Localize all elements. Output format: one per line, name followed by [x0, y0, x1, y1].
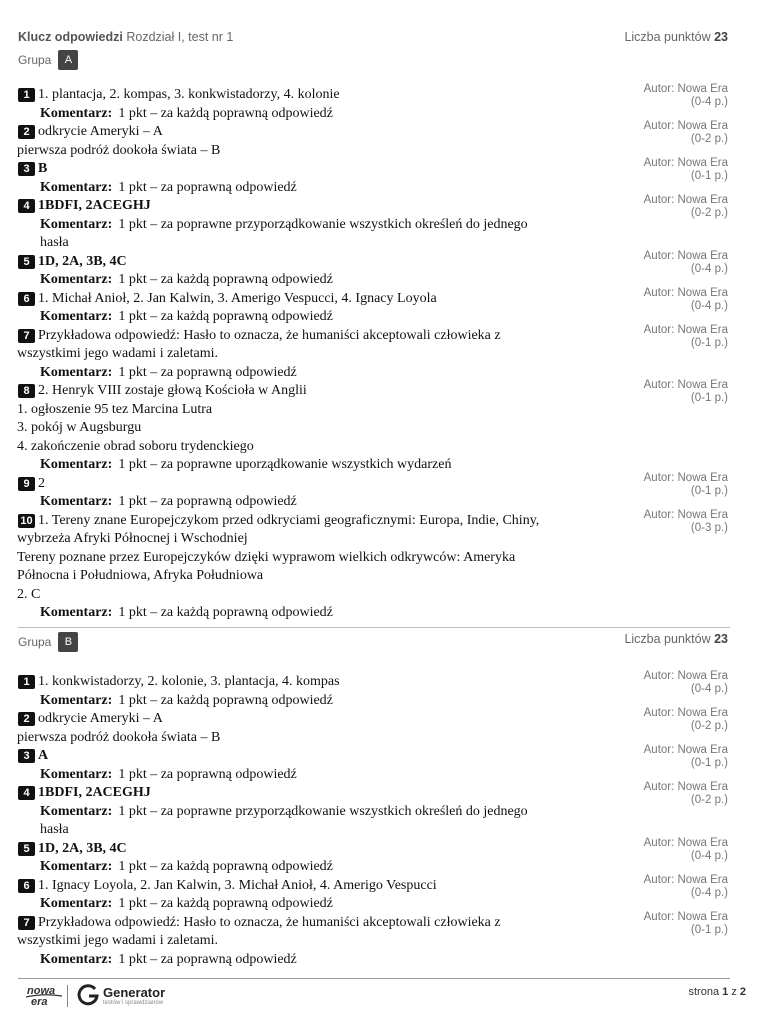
answer-text	[38, 160, 623, 179]
footer-divider	[18, 978, 730, 979]
question-number-badge: 5	[18, 255, 35, 269]
answer-comment	[18, 604, 728, 623]
comment-line	[40, 858, 728, 877]
answer-comment	[18, 271, 728, 290]
answer-comment	[18, 895, 728, 914]
generator-g-icon	[76, 983, 100, 1007]
answer-meta	[644, 324, 728, 350]
author-label: Autor: Nowa Era	[643, 744, 728, 756]
answer-item	[18, 873, 728, 914]
points-total-b	[624, 632, 728, 646]
answer-comment	[18, 179, 728, 198]
group-divider	[18, 627, 730, 628]
page-indicator	[688, 986, 746, 998]
comment-label: Komentarz:	[40, 494, 113, 509]
comment-text: 1 pkt – za każdą poprawną odpowiedź	[118, 896, 333, 911]
title-bold: Klucz odpowiedzi	[18, 30, 123, 44]
answer-line: wszystkimi jego wadami i zaletami.	[17, 933, 219, 948]
comment-line	[40, 234, 728, 253]
answer-comment	[18, 493, 728, 512]
page-number: 1	[722, 986, 729, 998]
comment-label: Komentarz:	[40, 272, 113, 287]
answer-text	[17, 914, 623, 951]
answer-row	[18, 914, 728, 951]
author-label: Autor: Nowa Era	[643, 157, 728, 169]
points-label: Liczba punktów	[624, 632, 711, 646]
comment-text: 1 pkt – za każdą poprawną odpowiedź	[118, 859, 333, 874]
score-range: (0-4 p.)	[690, 299, 728, 312]
comment-line	[40, 308, 728, 327]
comment-text: 1 pkt – za poprawną odpowiedź	[118, 951, 297, 967]
document-title	[18, 30, 233, 44]
comment-label: Komentarz:	[40, 309, 113, 324]
comment-line	[40, 604, 728, 623]
comment-line	[40, 493, 728, 512]
answer-line: pierwsza podróż dookoła świata – B	[17, 142, 221, 158]
comment-text: 1 pkt – za poprawną odpowiedź	[118, 179, 297, 195]
comment-line	[40, 105, 728, 124]
comment-label: Komentarz:	[40, 605, 113, 620]
answer-row	[18, 290, 728, 309]
question-number-badge: 8	[18, 384, 35, 398]
answer-line: 3. pokój w Augsburgu	[17, 420, 142, 435]
answer-comment	[18, 951, 728, 970]
comment-line	[40, 179, 728, 198]
answer-row	[18, 784, 728, 803]
author-label: Autor: Nowa Era	[643, 83, 728, 95]
answer-item	[18, 744, 728, 784]
author-label: Autor: Nowa Era	[643, 781, 728, 793]
question-number-badge: 3	[18, 749, 35, 763]
answer-text	[38, 253, 623, 272]
score-range: (0-2 p.)	[690, 794, 728, 806]
score-range: (0-4 p.)	[690, 96, 728, 108]
answer-row	[18, 160, 728, 179]
group-b-answers	[17, 670, 728, 969]
answer-line: Tereny poznane przez Europejczyków dzięki wyprawom wielkich odkrywców: Ameryka	[17, 549, 516, 565]
author-label: Autor: Nowa Era	[643, 707, 728, 719]
points-value: 23	[714, 30, 728, 44]
comment-label: Komentarz:	[40, 457, 113, 472]
answer-text	[38, 840, 623, 859]
answer-text	[17, 382, 623, 456]
score-range: (0-1 p.)	[690, 336, 728, 349]
footer-logo-divider	[67, 985, 68, 1007]
question-number-badge: 1	[18, 88, 35, 102]
answer-line: 1D, 2A, 3B, 4C	[38, 253, 127, 269]
answer-row	[18, 197, 728, 216]
comment-line	[40, 766, 728, 785]
author-label: Autor: Nowa Era	[643, 508, 728, 521]
group-a-badge: A	[58, 50, 78, 70]
points-label: Liczba punktów	[624, 30, 711, 44]
group-a-header	[18, 49, 78, 71]
points-total-a	[624, 30, 728, 44]
answer-row	[18, 86, 728, 105]
answer-meta	[644, 781, 728, 807]
answer-comment	[18, 308, 728, 327]
comment-text: 1 pkt – za poprawną odpowiedź	[118, 766, 297, 782]
author-label: Autor: Nowa Era	[643, 323, 728, 336]
nowa-era-logo	[24, 983, 64, 1009]
logo-ne-top: nowa	[27, 985, 56, 997]
question-number-badge: 4	[18, 199, 35, 213]
answer-row	[18, 475, 728, 494]
comment-label: Komentarz:	[40, 766, 113, 782]
answer-line: 4. zakończenie obrad soboru trydenckiego	[17, 438, 254, 454]
answer-meta	[644, 287, 728, 313]
comment-text: 1 pkt – za poprawną odpowiedź	[118, 364, 297, 380]
group-label: Grupa	[18, 53, 52, 67]
answer-meta	[644, 509, 728, 535]
score-range: (0-2 p.)	[690, 720, 728, 732]
answer-text	[17, 710, 623, 747]
score-range: (0-3 p.)	[690, 521, 728, 534]
question-number-badge: 10	[18, 514, 35, 528]
answer-text	[38, 86, 623, 105]
author-label: Autor: Nowa Era	[643, 120, 728, 132]
answer-text	[38, 673, 623, 692]
answer-item	[17, 120, 728, 160]
answer-meta	[644, 157, 728, 183]
answer-line: 1BDFI, 2ACEGHJ	[38, 785, 151, 800]
comment-text: 1 pkt – za każdą poprawną odpowiedź	[118, 272, 333, 287]
answer-line: odkrycie Ameryki – A	[38, 711, 163, 726]
score-range: (0-1 p.)	[690, 484, 728, 497]
answer-comment	[18, 803, 728, 840]
answer-text	[38, 197, 623, 216]
score-range: (0-1 p.)	[690, 170, 728, 182]
answer-meta	[644, 194, 728, 220]
answer-meta	[644, 472, 728, 498]
answer-item	[17, 379, 728, 475]
comment-line	[40, 216, 728, 235]
answer-meta	[644, 837, 728, 863]
comment-text: 1 pkt – za każdą poprawną odpowiedź	[118, 605, 333, 620]
answer-line: wybrzeża Afryki Północnej i Wschodniej	[17, 531, 248, 546]
comment-text: hasła	[40, 822, 69, 837]
answer-line: 2. C	[17, 586, 41, 602]
question-number-badge: 7	[18, 329, 35, 343]
answer-item	[18, 286, 728, 327]
author-label: Autor: Nowa Era	[643, 379, 728, 391]
answer-comment	[18, 456, 728, 475]
score-range: (0-2 p.)	[690, 133, 728, 145]
answer-text	[17, 123, 623, 160]
author-label: Autor: Nowa Era	[643, 471, 728, 484]
author-label: Autor: Nowa Era	[643, 194, 728, 206]
comment-text: 1 pkt – za poprawne przyporządkowanie wszystkich określeń do jednego	[118, 803, 528, 819]
generator-logo	[76, 983, 166, 1012]
answer-meta	[644, 707, 728, 733]
answer-line: 1. Tereny znane Europejczykom przed odkryciami geograficznymi: Europa, Indie, Chiny,	[38, 512, 540, 528]
group-b-header	[18, 631, 78, 653]
comment-label: Komentarz:	[40, 896, 113, 911]
answer-comment	[18, 364, 728, 383]
answer-text	[38, 475, 623, 494]
answer-line: Przykładowa odpowiedź: Hasło to oznacza, że humaniści akceptowali człowieka z	[38, 327, 501, 343]
comment-line	[40, 803, 728, 822]
answer-line: odkrycie Ameryki – A	[38, 124, 163, 139]
question-number-badge: 4	[18, 786, 35, 800]
answer-meta	[644, 120, 728, 146]
answer-item	[18, 670, 728, 710]
score-range: (0-4 p.)	[690, 683, 728, 695]
answer-item	[17, 707, 728, 747]
answer-line: 1. konkwistadorzy, 2. kolonie, 3. plantacja, 4. kompas	[38, 674, 340, 689]
author-label: Autor: Nowa Era	[643, 249, 728, 262]
answer-meta	[644, 379, 728, 405]
answer-line: pierwsza podróż dookoła świata – B	[17, 729, 221, 745]
comment-line	[40, 456, 728, 475]
answer-row	[18, 747, 728, 766]
answer-line: 1. Ignacy Loyola, 2. Jan Kalwin, 3. Michał Anioł, 4. Amerigo Vespucci	[38, 877, 437, 893]
comment-line	[40, 364, 728, 383]
page-word: strona	[688, 986, 720, 998]
comment-label: Komentarz:	[40, 364, 113, 380]
answer-item	[18, 249, 728, 290]
question-number-badge: 6	[18, 292, 35, 306]
answer-row	[18, 673, 728, 692]
answer-text	[38, 877, 623, 896]
answer-text	[38, 784, 623, 803]
answer-row	[18, 327, 728, 364]
answer-meta	[644, 83, 728, 109]
comment-label: Komentarz:	[40, 105, 113, 121]
answer-comment	[18, 105, 728, 124]
comment-label: Komentarz:	[40, 179, 113, 195]
answer-line: 1. ogłoszenie 95 tez Marcina Lutra	[17, 401, 213, 417]
question-number-badge: 7	[18, 916, 35, 930]
answer-item	[18, 83, 728, 123]
answer-line: 1. plantacja, 2. kompas, 3. konkwistadorzy, 4. kolonie	[38, 87, 340, 102]
answer-line: 2	[38, 475, 45, 491]
answer-line: Przykładowa odpowiedź: Hasło to oznacza, że humaniści akceptowali człowieka z	[38, 914, 501, 930]
answer-line: Północna i Południowa, Afryka Południowa	[17, 568, 264, 583]
answer-line: A	[38, 748, 49, 763]
answer-line: 1BDFI, 2ACEGHJ	[38, 198, 151, 213]
answer-row	[18, 877, 728, 896]
page-total: 2	[739, 986, 746, 998]
score-range: (0-1 p.)	[690, 757, 728, 769]
answer-item	[18, 157, 728, 197]
answer-row	[18, 840, 728, 859]
answer-row	[18, 253, 728, 272]
answer-row	[18, 512, 728, 605]
answer-text	[17, 327, 623, 364]
score-range: (0-1 p.)	[690, 923, 728, 936]
page-header	[18, 30, 728, 46]
generator-name: Generator	[103, 985, 166, 1000]
comment-line	[40, 692, 728, 711]
answer-comment	[18, 216, 728, 253]
comment-line	[40, 821, 728, 840]
answer-item	[17, 323, 728, 383]
answer-line: wszystkimi jego wadami i zaletami.	[17, 346, 219, 361]
author-label: Autor: Nowa Era	[643, 286, 728, 299]
question-number-badge: 9	[18, 477, 35, 491]
page-of: z	[731, 986, 737, 998]
answer-meta	[644, 744, 728, 770]
comment-line	[40, 271, 728, 290]
answer-item	[18, 836, 728, 877]
answer-line: 1D, 2A, 3B, 4C	[38, 840, 127, 856]
answer-comment	[18, 766, 728, 785]
group-label: Grupa	[18, 635, 52, 649]
comment-text: 1 pkt – za każdą poprawną odpowiedź	[118, 105, 333, 121]
comment-text: 1 pkt – za poprawną odpowiedź	[118, 494, 297, 509]
answer-row	[18, 123, 728, 160]
comment-label: Komentarz:	[40, 216, 113, 232]
group-a-answers	[17, 83, 728, 623]
comment-text: 1 pkt – za każdą poprawną odpowiedź	[118, 692, 333, 708]
author-label: Autor: Nowa Era	[643, 670, 728, 682]
comment-line	[40, 951, 728, 970]
answer-meta	[644, 911, 728, 937]
comment-label: Komentarz:	[40, 803, 113, 819]
answer-comment	[18, 692, 728, 711]
comment-label: Komentarz:	[40, 692, 113, 708]
comment-text: 1 pkt – za poprawne uporządkowanie wszystkich wydarzeń	[118, 457, 452, 472]
question-number-badge: 2	[18, 712, 35, 726]
title-rest: Rozdział I, test nr 1	[126, 30, 234, 44]
question-number-badge: 1	[18, 675, 35, 689]
question-number-badge: 3	[18, 162, 35, 176]
answer-text	[38, 747, 623, 766]
question-number-badge: 6	[18, 879, 35, 893]
question-number-badge: 2	[18, 125, 35, 139]
comment-text: hasła	[40, 235, 69, 250]
comment-text: 1 pkt – za poprawne przyporządkowanie wszystkich określeń do jednego	[118, 216, 528, 232]
answer-item	[17, 910, 728, 970]
score-range: (0-1 p.)	[690, 392, 728, 404]
score-range: (0-2 p.)	[690, 207, 728, 219]
answer-item	[18, 471, 728, 512]
comment-line	[40, 895, 728, 914]
score-range: (0-4 p.)	[690, 849, 728, 862]
answer-meta	[644, 874, 728, 900]
answer-item	[18, 194, 728, 253]
author-label: Autor: Nowa Era	[643, 873, 728, 886]
answer-item	[17, 508, 728, 623]
answer-line: 1. Michał Anioł, 2. Jan Kalwin, 3. Amerigo Vespucci, 4. Ignacy Loyola	[38, 290, 437, 306]
answer-line: B	[38, 161, 48, 176]
comment-label: Komentarz:	[40, 859, 113, 874]
answer-text	[38, 290, 623, 309]
generator-subtitle: testów i sprawdzianów	[103, 1000, 164, 1006]
question-number-badge: 5	[18, 842, 35, 856]
answer-line: 2. Henryk VIII zostaje głową Kościoła w Anglii	[38, 383, 307, 398]
score-range: (0-4 p.)	[690, 262, 728, 275]
points-value: 23	[714, 632, 728, 646]
score-range: (0-4 p.)	[690, 886, 728, 899]
comment-text: 1 pkt – za każdą poprawną odpowiedź	[118, 309, 333, 324]
author-label: Autor: Nowa Era	[643, 836, 728, 849]
answer-row	[18, 382, 728, 456]
answer-meta	[644, 670, 728, 696]
author-label: Autor: Nowa Era	[643, 910, 728, 923]
answer-meta	[644, 250, 728, 276]
answer-item	[18, 781, 728, 840]
group-b-badge: B	[58, 632, 78, 652]
comment-label: Komentarz:	[40, 951, 113, 967]
logo-ne-bottom: era	[31, 996, 48, 1008]
answer-row	[18, 710, 728, 747]
answer-comment	[18, 858, 728, 877]
